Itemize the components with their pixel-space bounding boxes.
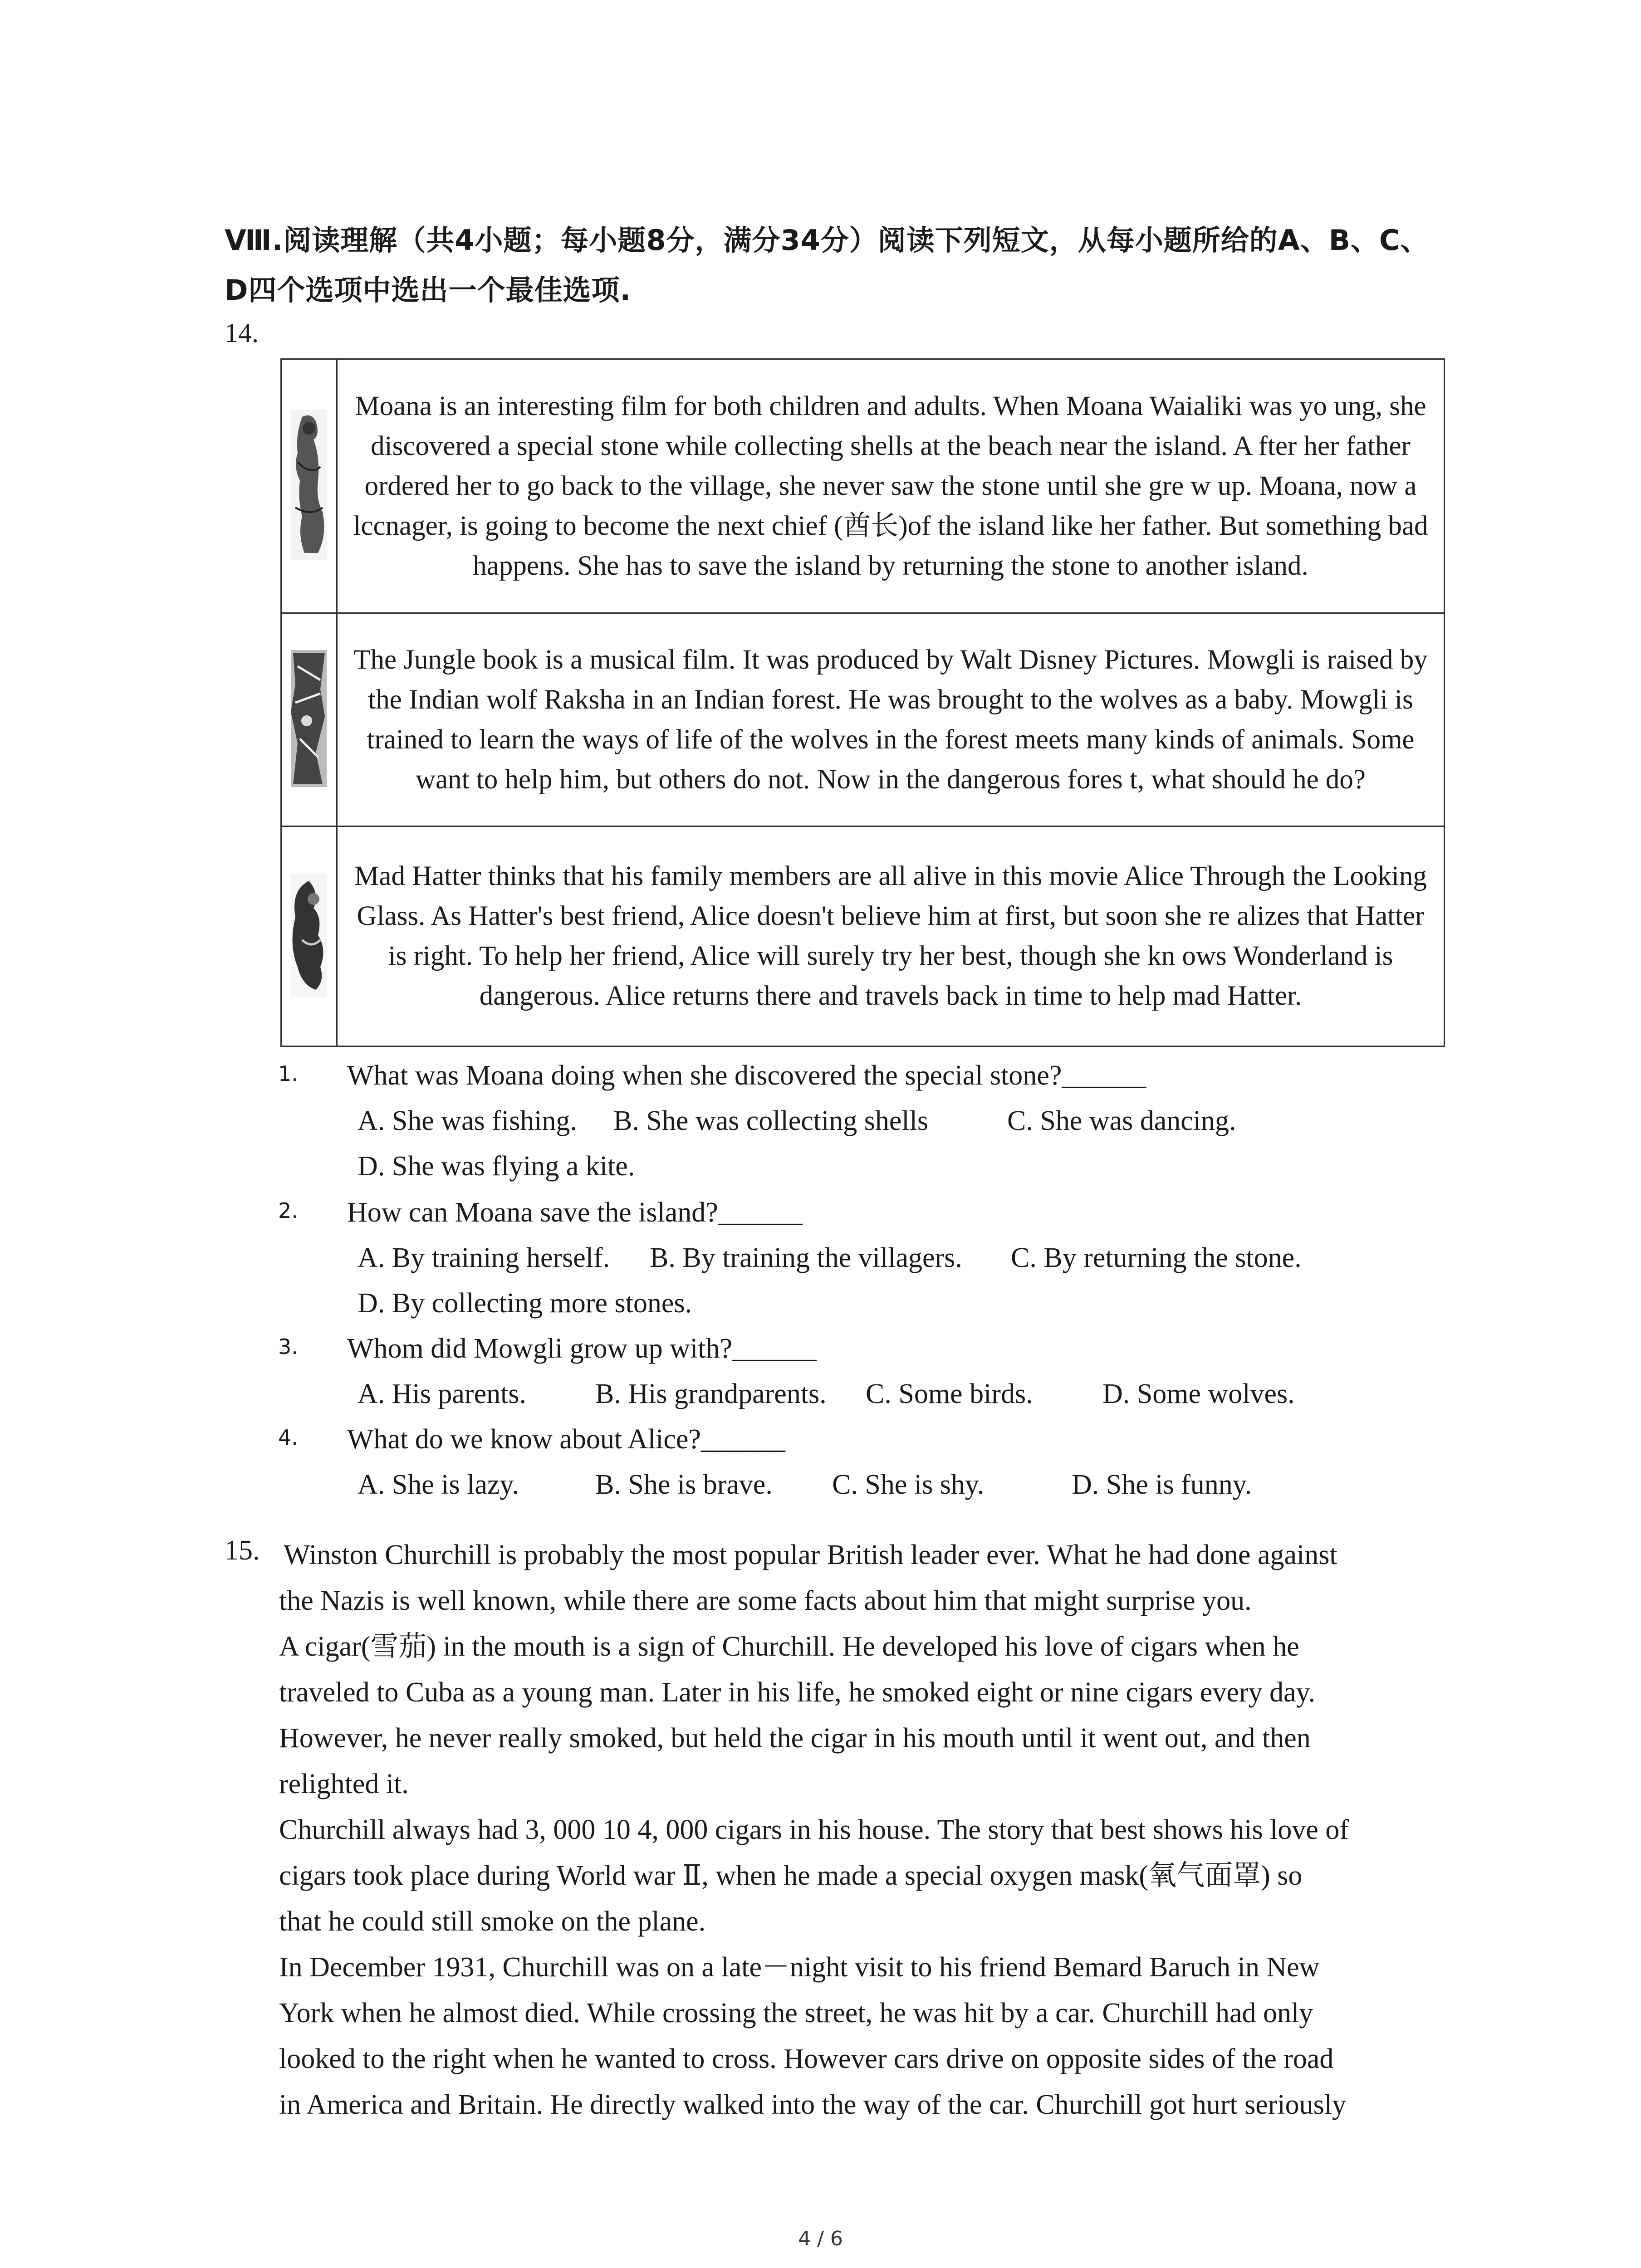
option-b: B. By training the villagers. <box>650 1242 962 1273</box>
film-description-moana: Moana is an interesting film for both children and adults. When Moana Waialiki was yo ung, she discovered a special stone while collecting shells at the beach near the island. A fter her father ordered her to go back to the village, she never saw the stone until she gre w up. Moana, now a lccnager, is going to become the next chief (酋长)of the island like her father. But something bad happens. She has to save the island by returning the stone to another island. <box>337 359 1445 613</box>
option-d: D. By collecting more stones. <box>358 1288 692 1319</box>
question-15-number: 15. <box>225 1535 260 1566</box>
churchill-line-3: A cigar(雪茄) in the mouth is a sign of Churchill. He developed his love of cigars when he <box>279 1631 1299 1662</box>
question-number: 4. <box>278 1425 298 1450</box>
churchill-line-7: Churchill always had 3, 000 10 4, 000 cigars in his house. The story that best shows his love of <box>279 1814 1349 1845</box>
option-d: D. She was flying a kite. <box>358 1151 635 1182</box>
section-heading <box>225 215 1450 315</box>
option-a: A. She was fishing. <box>358 1105 577 1136</box>
question-stem: What was Moana doing when she discovered the special stone?______ <box>347 1060 1146 1091</box>
churchill-line-10: In December 1931, Churchill was on a late－night visit to his friend Bemard Baruch in New <box>279 1952 1320 1983</box>
film-description-alice: Mad Hatter thinks that his family members are all alive in this movie Alice Through the Looking Glass. As Hatter's best friend, Alice doesn't believe him at first, but soon she re alizes that Hatter is right. To help her friend, Alice will surely try her best, though she kn ows Wonderland is dangerous. Alice returns there and travels back in time to help mad Hatter. <box>337 826 1445 1046</box>
page-number: 4 / 6 <box>798 2227 843 2250</box>
question-number: 3. <box>278 1334 298 1359</box>
section-heading-line-2: D四个选项中选出一个最佳选项. <box>225 274 632 307</box>
churchill-line-6: relighted it. <box>279 1769 409 1799</box>
option-c: C. By returning the stone. <box>1011 1242 1302 1273</box>
moana-poster-image <box>289 408 329 562</box>
option-c: C. She was dancing. <box>1007 1105 1236 1136</box>
question-number: 2. <box>278 1198 298 1223</box>
option-a: A. His parents. <box>358 1378 526 1409</box>
option-b: B. She was collecting shells <box>613 1105 928 1136</box>
churchill-line-2: the Nazis is well known, while there are some facts about him that might surprise you. <box>279 1585 1252 1616</box>
churchill-line-13: in America and Britain. He directly walked into the way of the car. Churchill got hurt seriously <box>279 2089 1346 2120</box>
jungle-book-poster-image <box>289 648 329 789</box>
alice-poster-image <box>289 872 329 999</box>
films-table <box>280 358 1445 1047</box>
section-heading-line-1: Ⅷ.阅读理解（共4小题；每小题8分，满分34分）阅读下列短文，从每小题所给的A、B、C、 <box>225 224 1429 257</box>
churchill-line-11: York when he almost died. While crossing the street, he was hit by a car. Churchill had only <box>279 1998 1313 2028</box>
churchill-line-9: that he could still smoke on the plane. <box>279 1906 706 1937</box>
question-stem: Whom did Mowgli grow up with?______ <box>347 1333 817 1364</box>
film-thumb-cell <box>281 359 337 613</box>
churchill-line-8: cigars took place during World war Ⅱ, when he made a special oxygen mask(氧气面罩) so <box>279 1860 1303 1891</box>
question-stem: How can Moana save the island?______ <box>347 1197 803 1228</box>
churchill-line-1: Winston Churchill is probably the most popular British leader ever. What he had done against <box>284 1540 1337 1570</box>
film-row-alice <box>281 826 1445 1046</box>
option-b: B. She is brave. <box>595 1469 773 1500</box>
question-stem: What do we know about Alice?______ <box>347 1424 785 1455</box>
option-c: C. Some birds. <box>866 1378 1033 1409</box>
film-row-jungle-book <box>281 613 1445 826</box>
churchill-line-4: traveled to Cuba as a young man. Later in his life, he smoked eight or nine cigars every day. <box>279 1677 1316 1708</box>
option-a: A. By training herself. <box>358 1242 610 1273</box>
question-14-number: 14. <box>225 318 259 348</box>
film-thumb-cell <box>281 826 337 1046</box>
churchill-line-5: However, he never really smoked, but held the cigar in his mouth until it went out, and then <box>279 1723 1311 1754</box>
option-a: A. She is lazy. <box>358 1469 519 1500</box>
question-number: 1. <box>278 1061 298 1086</box>
film-row-moana <box>281 359 1445 613</box>
churchill-line-12: looked to the right when he wanted to cross. However cars drive on opposite sides of the road <box>279 2043 1334 2074</box>
film-thumb-cell <box>281 613 337 826</box>
film-description-jungle-book: The Jungle book is a musical film. It was produced by Walt Disney Pictures. Mowgli is raised by the Indian wolf Raksha in an Indian forest. He was brought to the wolves as a baby. Mowgli is trained to learn the ways of life of the wolves in the forest meets many kinds of animals. Some want to help him, but others do not. Now in the dangerous fores t, what should he do? <box>337 613 1445 826</box>
option-b: B. His grandparents. <box>595 1378 827 1409</box>
option-d: D. Some wolves. <box>1102 1378 1295 1409</box>
option-d: D. She is funny. <box>1072 1469 1252 1500</box>
option-c: C. She is shy. <box>832 1469 985 1500</box>
